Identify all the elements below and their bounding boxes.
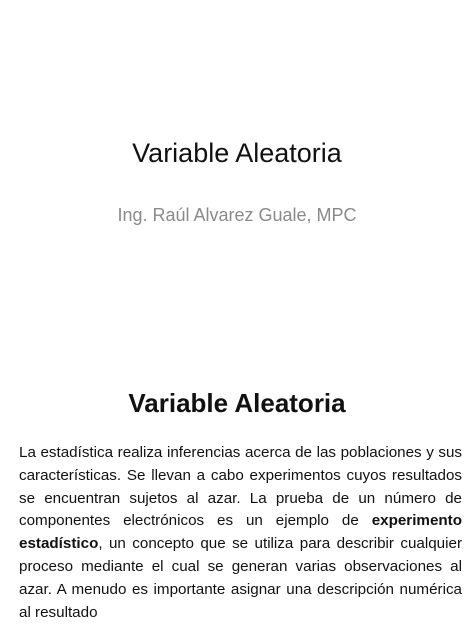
slide-title: Variable Aleatoria xyxy=(132,138,342,168)
body-text-bold-term: experimento estadístico xyxy=(19,512,462,553)
content-slide xyxy=(0,348,474,632)
body-text-start: La estadística realiza inferencias acerca de las poblaciones y sus características. Se llevan a cabo experimentos cuyos resultados se encuentran sujetos al azar. La prueba de un número de componentes electrónicos es un ejemplo de xyxy=(19,444,462,530)
slide-heading: Variable Aleatoria xyxy=(128,388,346,418)
body-text-end: , un concepto que se utiliza para describir cualquier proceso mediante el cual se generan varias observaciones al azar. A menudo es importante asignar una descripción numérica al resultado xyxy=(19,535,462,621)
slide-body-paragraph xyxy=(19,442,462,624)
slide-subtitle-author: Ing. Raúl Alvarez Guale, MPC xyxy=(117,205,357,225)
